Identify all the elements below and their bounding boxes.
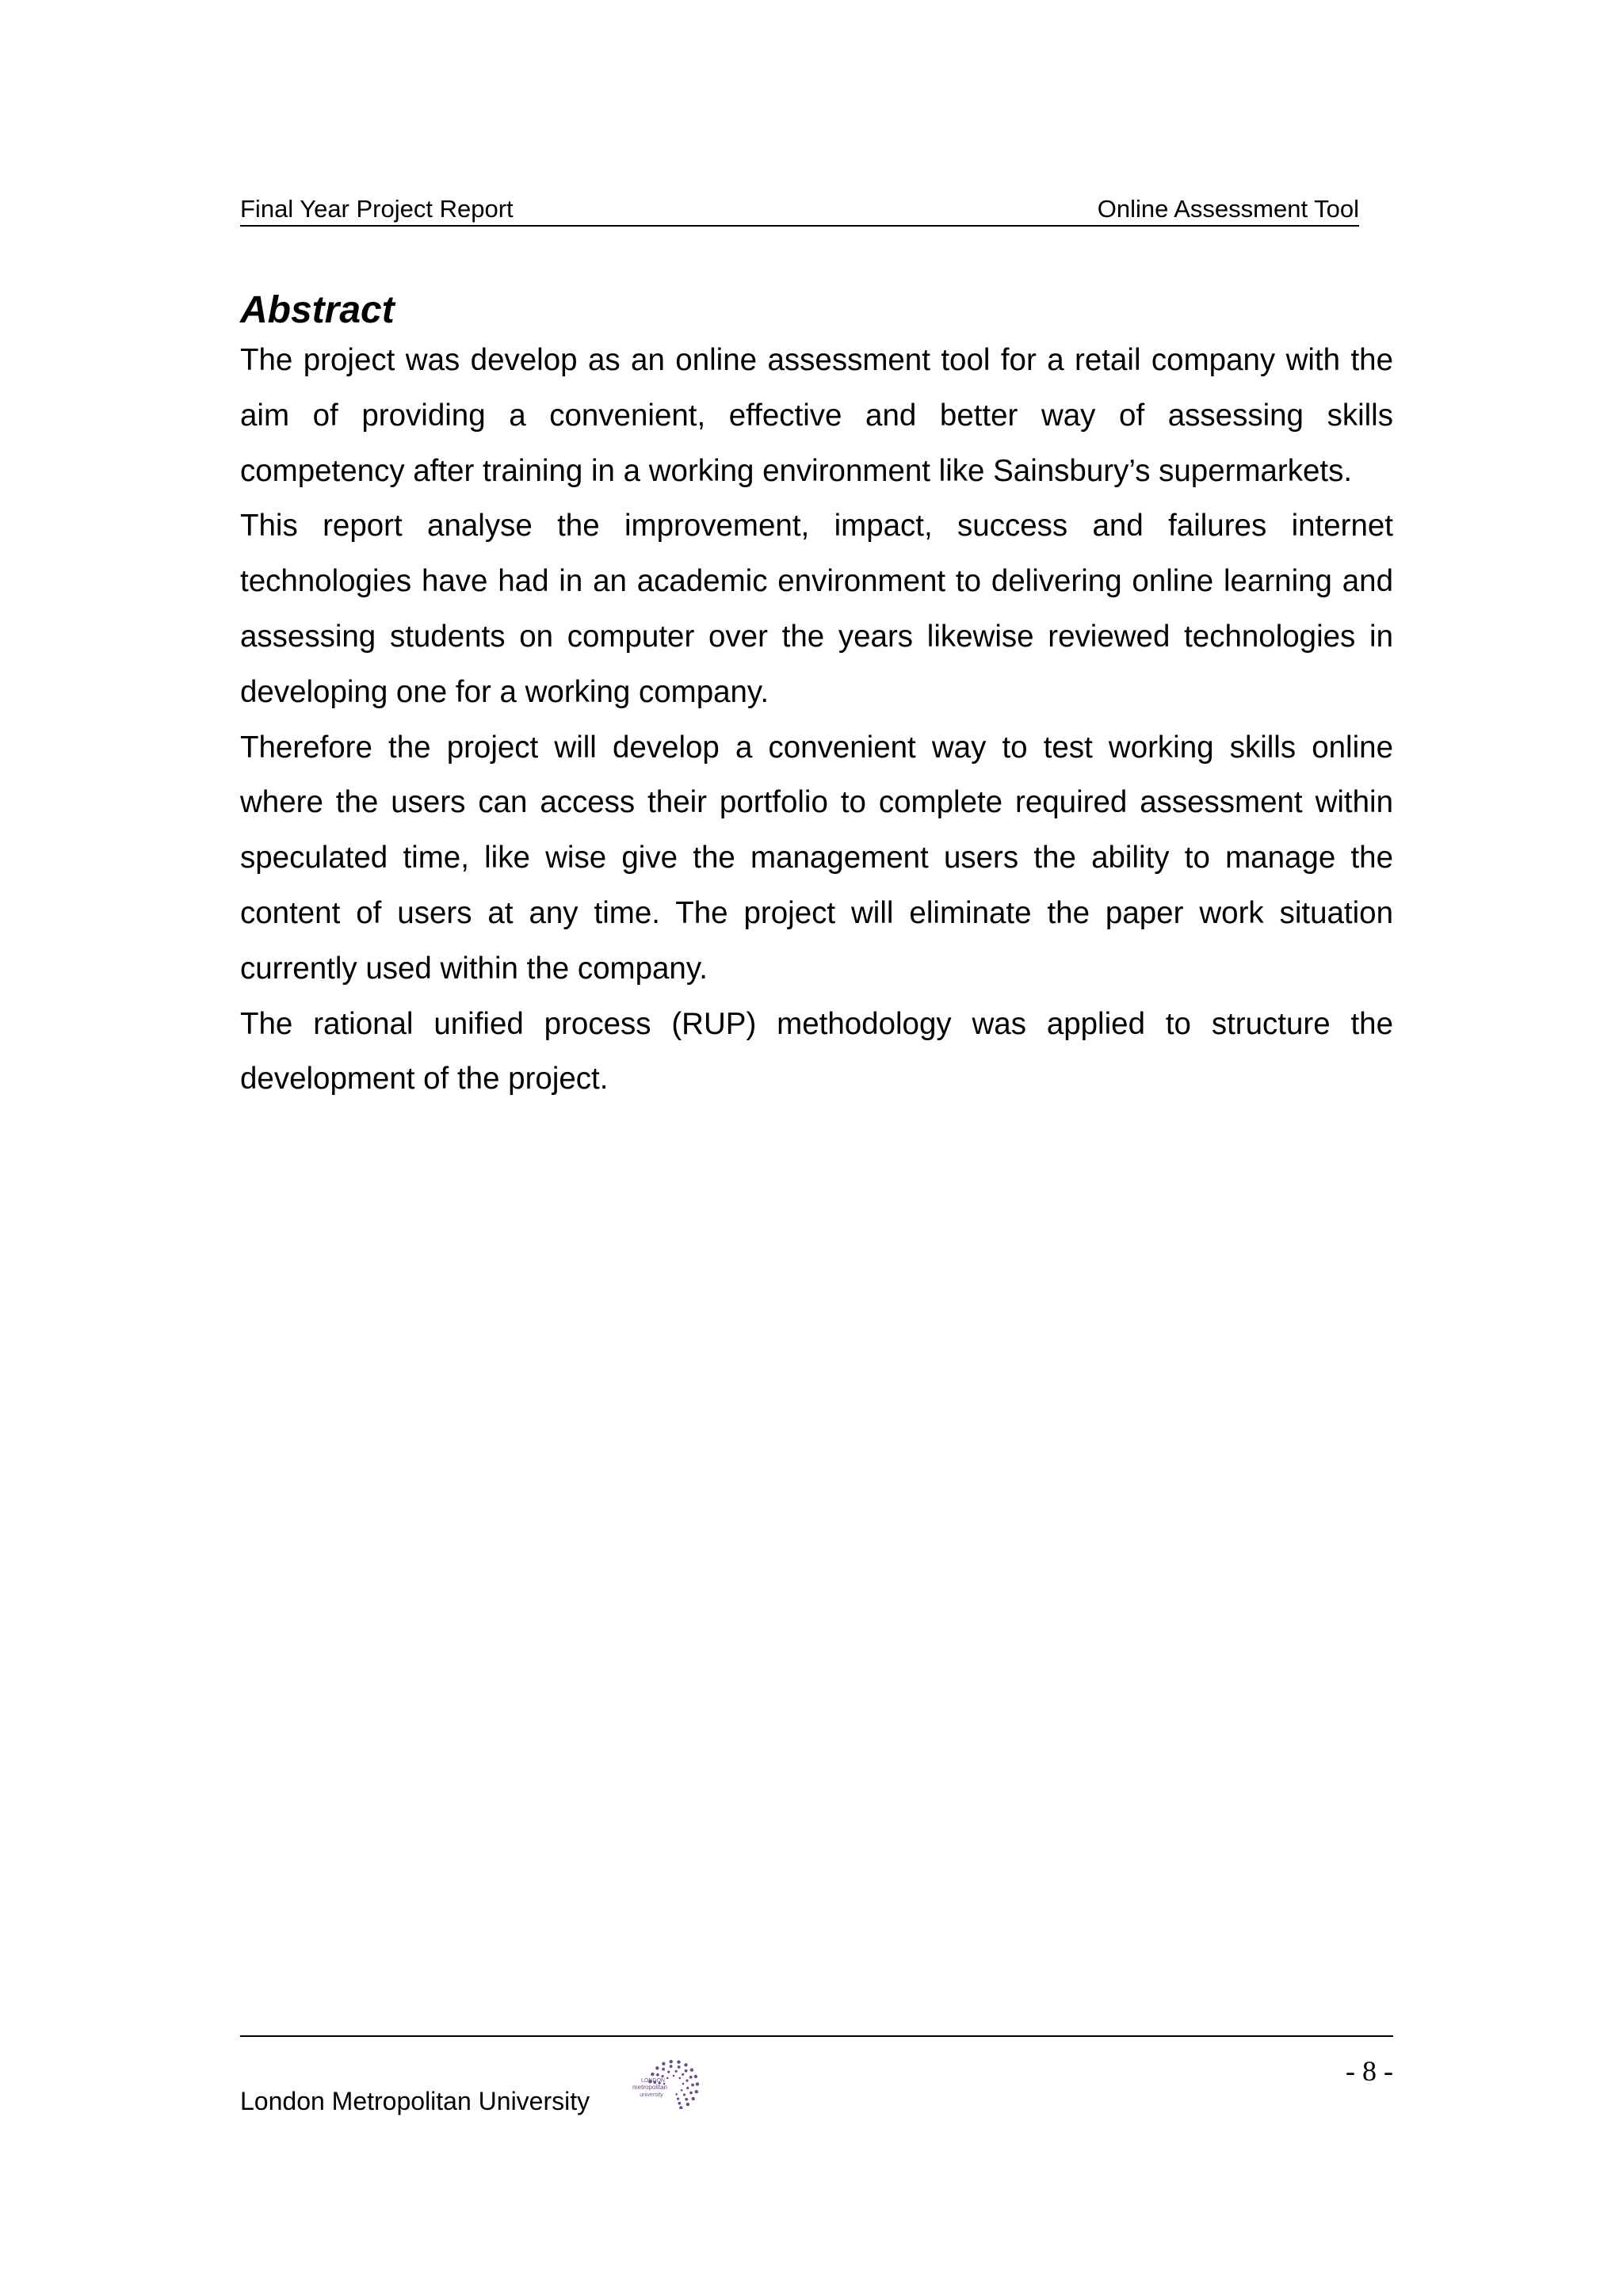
header-report-title: Final Year Project Report [240,195,514,223]
logo-dot [689,2092,693,2095]
section-title: Abstract [240,289,395,331]
logo-dot [678,2065,681,2069]
footer-institution: London Metropolitan University [240,2087,590,2115]
logo-dot [691,2084,694,2087]
university-logo [618,2054,702,2109]
logo-dot [679,2077,682,2080]
abstract-paragraph: Therefore the project will develop a convenient way to test working skills online where the users can access their portfolio to complete required assessment within speculated time, like wise give the management users the ability to manage the content of users at any time. The project will eliminate the paper work situation currently used within the company. [240,730,1393,986]
logo-dot [686,2087,689,2089]
logo-dot [683,2093,685,2096]
logo-dot [681,2089,683,2092]
logo-dot [689,2076,693,2079]
logo-dot [696,2082,699,2085]
logo-dot [666,2077,669,2080]
logo-dot [677,2098,679,2100]
logo-dot [673,2075,675,2077]
page-number: - 8 - [1346,2055,1393,2087]
logo-dot [675,2070,678,2073]
logo-dot [685,2098,688,2101]
abstract-paragraph: This report analyse the improvement, impact, success and failures internet technologies have had in an academic environment to delivering online learning and assessing students on computer over the years likewise reviewed technologies in developing one for a working company. [240,509,1393,709]
logo-dot [679,2106,682,2109]
logo-dot [695,2090,698,2093]
page-header [240,193,1359,227]
logo-dot [686,2103,689,2106]
logo-text-line-1: LONDON [641,2078,665,2084]
logo-text-line-2: metropolitan [632,2084,668,2091]
logo-dot [670,2065,673,2068]
logo-dot [692,2097,695,2100]
logo-dot [682,2083,685,2085]
header-project-title: Online Assessment Tool [1097,195,1359,223]
logo-dot [675,2093,678,2096]
logo-dot [678,2102,682,2105]
logo-dot [694,2075,697,2078]
logo-dot [685,2080,688,2082]
logo-dot [684,2063,687,2066]
logo-dot [651,2073,654,2076]
logo-dot [690,2069,693,2072]
logo-dot [656,2073,659,2077]
abstract-paragraph: The rational unified process (RUP) methodology was applied to structure the development of the project. [240,1006,1393,1097]
logo-text-line-3: university [640,2092,663,2098]
footer-divider [240,2035,1393,2037]
logo-dot [662,2068,665,2071]
logo-dot [662,2075,664,2077]
logo-dot [682,2073,684,2076]
abstract-body [240,333,1393,1107]
abstract-paragraph: The project was develop as an online assessment tool for a retail company with the aim of providing a convenient, effective and better way of assessing skills competency after training in a working environment like Sainsbury’s supermarkets. [240,343,1393,488]
logo-dot [677,2061,680,2064]
logo-dot [655,2066,659,2069]
logo-dot [685,2069,688,2073]
logo-dot [667,2071,670,2073]
logo-dot [670,2060,673,2063]
logo-dot [662,2062,665,2065]
